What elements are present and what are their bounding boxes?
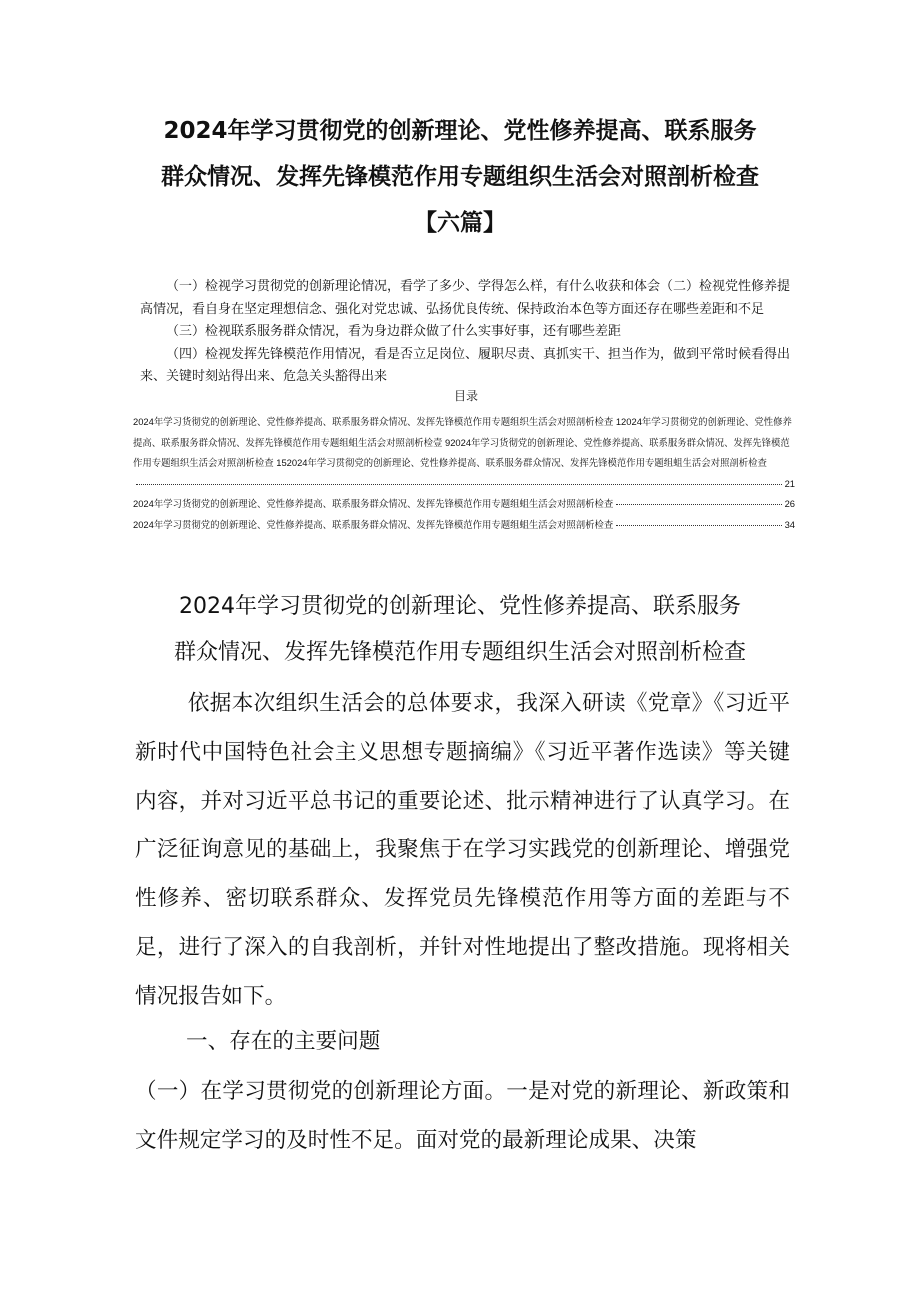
intro-item-1: （一）检视学习贯彻党的创新理论情况，看学了多少、学得怎么样，有什么收获和体会（二）检视党性修养提高情况，看自身在坚定理想信念、强化对党忠诚、弘扬优良传统、保持政治本色等方面还存在哪些差距和不足 <box>140 279 791 317</box>
title-line-1: 2024年学习贯彻党的创新理论、党性修养提高、联系服务 <box>163 118 757 144</box>
toc-heading: 目录 <box>453 389 478 403</box>
toc-entry-text: 2024年学习贯彻党的创新理论、党性修养提高、联系服务群众情况、发挥先锋模范作用专题组蛆生活会对照剖析检查 <box>133 518 614 530</box>
toc-entry-block-end[interactable] <box>133 474 795 495</box>
toc-leader <box>616 504 781 505</box>
toc-leader <box>136 484 782 485</box>
heading-problems: 一、存在的主要问题 <box>186 1029 381 1054</box>
toc-leader <box>616 525 781 526</box>
title-line-2: 群众情况、发挥先锋模范作用专题组织生活会对照剖析检查 <box>161 164 759 190</box>
section-title <box>120 584 800 676</box>
section-title-line-2: 群众情况、发挥先锋模范作用专题组织生活会对照剖析检查 <box>173 640 746 665</box>
toc-entry-text: 2024年学习货彻党的创新理论、党性修养提高、联系服务群众情况、发挥先锋模范作用专题组织生活会对照剖析检查 12024年学习贯彻党的创新理论、党性修养提高、联系服务群众情况、发挥先锋模范作用专题组蛆生活会对照剖析检壹 92024年学习货彻党的创新理论、党性修养提高、联系服务群众情况、发挥先锋模范作用专题组织生活会对照剖析检查 152024年学习贯彻党的创新理论、党性修养提高、联系服务群众情况、发挥先锋模范作用专题组蛆生活会对照剖析检查 <box>133 416 792 468</box>
body-paragraph: 依据本次组织生活会的总体要求，我深入研读《党章》《习近平新时代中国特色社会主义思想专题摘编》《习近平著作选读》等关键内容，并对习近平总书记的重要论述、批示精神进行了认真学习。在广泛征询意见的基础上，我聚焦于在学习实践党的创新理论、增强党性修养、密切联系群众、发挥党员先锋模范作用等方面的差距与不足，进行了深入的自我剖析，并针对性地提出了整改措施。现将相关情况报告如下。 <box>135 691 790 1009</box>
title-line-3: 【六篇】 <box>414 210 506 236</box>
intro-item-4: （四）检视发挥先锋模范作用情况，看是否立足岗位、履职尽责、真抓实干、担当作为，做到平常时候看得出来、关键时刻站得出来、危急关头豁得出来 <box>140 346 791 384</box>
toc-entry-block[interactable] <box>133 412 795 474</box>
toc-entry-text: 2024年学习货彻党的创新理论、党性修养提高、联系服务群众情况、发挥先锋模范作用专题组蛆生活会对照剖析检查 <box>133 498 614 509</box>
toc-page-number: 34 <box>784 518 795 530</box>
toc-entry-6[interactable] <box>133 515 795 536</box>
toc-page-number: 21 <box>784 477 795 489</box>
intro-section <box>140 276 792 389</box>
problem-paragraph-1: （一）在学习贯彻党的创新理论方面。一是对党的新理论、新政策和文件规定学习的及时性不足。面对党的最新理论成果、决策 <box>135 1079 790 1153</box>
intro-item-3: （三）检视联系服务群众情况，看为身边群众做了什么实事好事，还有哪些差距 <box>166 324 622 339</box>
problem-section <box>135 1068 790 1166</box>
document-title <box>120 108 800 246</box>
section-title-line-1: 2024年学习贯彻党的创新理论、党性修养提高、联系服务 <box>179 594 741 619</box>
toc-entry-5[interactable] <box>133 494 795 515</box>
body-section <box>135 680 790 1022</box>
table-of-contents <box>133 412 795 535</box>
toc-page-number: 26 <box>784 498 795 509</box>
